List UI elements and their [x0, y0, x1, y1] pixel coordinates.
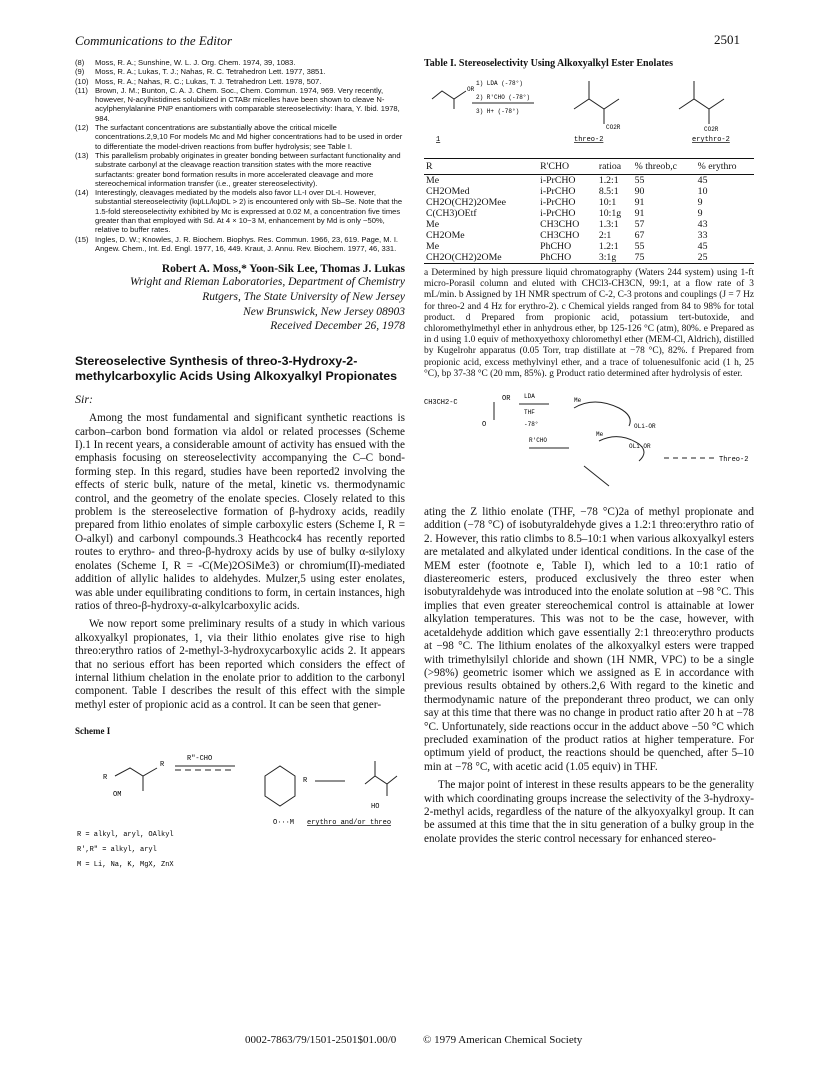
reference-item [75, 86, 405, 123]
threo-2-label: threo-2 [574, 136, 604, 144]
svg-text:O: O [482, 421, 487, 430]
table-header-row [424, 159, 754, 175]
scheme-label: Scheme I [75, 726, 111, 737]
footer-code: 0002-7863/79/1501-2501$01.00/0 [245, 1034, 397, 1046]
stereoselectivity-table [424, 158, 754, 264]
reference-number: (15) [75, 234, 89, 244]
body-paragraph: The major point of interest in these results appears to be the generality with which coordinating groups increase the selectivity of the 3-hydroxy-2-methyl acids, regardless of the nature of the alkyoxyalkyl group. It can be assumed at this time that the in situ generation of a bulky group in the enolate provides the steric control necessary for enhanced stereo- [424, 779, 754, 845]
table-cell: 1.3:1 [598, 219, 619, 230]
table-row [424, 252, 754, 264]
svg-text:CO2R: CO2R [704, 126, 719, 133]
svg-text:Me: Me [596, 431, 604, 439]
erythro-2-label: erythro-2 [692, 136, 730, 144]
reference-item [75, 67, 405, 76]
table-1-scheme [424, 69, 754, 149]
table-cell: 10:1g [598, 208, 622, 219]
table-row [424, 197, 754, 208]
enolate-structure [115, 768, 157, 776]
table-cell: CH2O(CH2)2OMee [426, 197, 506, 208]
svg-text:CO2R: CO2R [606, 124, 621, 131]
table-cell: 10:1 [598, 197, 617, 208]
reference-text: Moss, R. A.; Sunshine, W. L. J. Org. Chem. 1974, 39, 1083. [95, 58, 296, 67]
scheme-step-label: 2) R'CHO (-78°) [476, 94, 531, 101]
scheme-step-label: 3) H+ (-78°) [476, 108, 520, 115]
reference-text: Brown, J. M.; Bunton, C. A. J. Chem. Soc., Chem. Commun. 1974, 969. Very recently, however, N-acylhistidines solubilized in CTABr micelles have been shown to cleave N-acylphenylalanine PNP enantiomers with comparable stereoselectivity: Ihara, Y. Ibid. 1978, 984. [95, 85, 400, 123]
table-cell: 9 [697, 197, 703, 208]
scheme-1-figure [75, 736, 405, 871]
table-body [424, 175, 754, 264]
scheme-product-label: erythro and/or threo [307, 819, 392, 828]
reference-text: This parallelism probably originates in greater bonding between surfactant functionality and substrate carbonyl at the cleavage reaction transition states with the more reactive surfactants: greater bond formation results in more accelerated cleavage and more stereochemical information transfer (i.e., greater stereoselectivity). [95, 150, 401, 188]
table-cell: 3:1g [597, 252, 633, 264]
table-cell: 67 [634, 230, 645, 241]
reference-number: (13) [75, 150, 89, 160]
page-number: 2501 [714, 32, 740, 47]
table-cell: 33 [697, 230, 708, 241]
reference-item [75, 77, 405, 86]
left-column [75, 58, 405, 876]
reference-item [75, 58, 405, 67]
table-cell: Me [426, 175, 440, 186]
ester-start-label: CH3CH2-C [424, 399, 458, 408]
table-cell: CH2O(CH2)2OMe [424, 252, 538, 264]
svg-text:Me: Me [574, 397, 582, 405]
product-label: Threo-2 [719, 456, 749, 465]
table-cell: 91 [634, 208, 645, 219]
article-title: Stereoselective Synthesis of threo-3-Hydroxy-2-methylcarboxylic Acids Using Alkoxyalkyl Propionates [75, 354, 398, 384]
column-header: ratioa [597, 159, 633, 175]
reference-text: Interestingly, cleavages mediated by the models also favor LL-I over DL-I. However, substantial stereoselectivity (kψLL/kψDL > 2) is encountered only with Sb–Se. Note that the 1.5-fold stereoselectivity exhibited by Mc is expressed at 0.02 M, a concentration five times greater than that employed with Sd. At 4 × 10−3 M, enhancement by Md is only ~50%, relative to buffer rates. [95, 188, 403, 235]
authors: Robert A. Moss,* Yoon-Sik Lee, Thomas J. Lukas [161, 263, 405, 276]
svg-text:HO: HO [371, 803, 380, 812]
table-cell: 75 [633, 252, 696, 264]
reagent-label: R'CHO [529, 437, 548, 445]
column-header: % threob,c [633, 159, 696, 175]
reference-text: Ingles, D. W.; Knowles, J. R. Biochem. Biophys. Res. Commun. 1966, 23, 619. Page, M. I. Angew. Chem., Int. Ed. Engl. 1977, 16, 449. Kraut, J. Annu. Rev. Biochem. 1977, 46, 331. [95, 234, 399, 253]
reagent-label: THF [524, 409, 535, 417]
table-cell: CH2OMe [426, 230, 465, 241]
table-cell: i-PrCHO [540, 197, 576, 208]
received-date: Received December 26, 1978 [270, 320, 405, 333]
body-paragraph: Among the most fundamental and significant synthetic reactions is carbon–carbon bond formation via aldol or related processes (Scheme I).1 In recent years, a considerable amount of activity has ensued with the emphasis focusing on stereoselectivity accompanying the C–C bond-forming step. In this regard, studies have been reported2 involving the effects of steric bulk, nature of the metal, kinetic vs. thermodynamic control, and the geometry of the enolate species. Closely related to this problem is the stereoselective formation of β-hydroxy acids, readily prepared from lithio enolates of simple carboxylic esters (Scheme I, R = O-alkyl) and carbonyl compounds.3 Heathcock4 has recently reported routes to erythro- and threo-β-hydroxy acids by use of bulky α-silyloxy enolates (Scheme I, R = -C(Me)2OSiMe3) or chromium(II)-mediated addition of allylic halides to aldehydes. Mulzer,5 using ester enolates, was able under equilibrating conditions to form, in certain instances, high ratios of threo-β-hydroxy-α-alkylcarboxylic acids. [75, 412, 405, 612]
reference-item [75, 235, 405, 254]
svg-text:O···M: O···M [273, 819, 295, 828]
table-cell: 8.5:1 [598, 186, 619, 197]
affiliation [75, 275, 405, 320]
scheme-legend-line: R = alkyl, aryl, OAlkyl [77, 831, 174, 840]
column-header: % erythro [696, 159, 754, 175]
scheme-reagent-label: R"-CHO [187, 755, 213, 764]
table-cell: 55 [634, 241, 645, 252]
table-cell: 43 [697, 219, 708, 230]
table-cell: PhCHO [540, 241, 572, 252]
table-row [424, 208, 754, 219]
table-cell: 10 [697, 186, 708, 197]
reference-item [75, 188, 405, 234]
reference-number: (9) [75, 67, 85, 77]
scheme-legend-line: M = Li, Na, K, MgX, ZnX [77, 861, 174, 870]
table-footnotes: a Determined by high pressure liquid chromatography (Waters 244 system) using 1-ft micro-Porasil column and eluted with CHCl3-CH3CN, 99:1, at a flow rate of 3 mL/min. b Assigned by 1H NMR spectrum of C-2, C-3 protons and couplings (J = 7 Hz for threo-2 and 4 Hz for erythro-2). c Chemical yields ranged from 84 to 98% for total product. d Prepared from propionic acid, potassium tert-butoxide, and chloromethylmethyl ether in anhydrous ether, bp 125-126 °C (atm), 80%. e Prepared as in d using 1.0 equiv of methoxyethoxy chloromethyl ether (MEM-Cl, Aldrich), distilled by Kugelrohr apparatus (0.05 Torr, trap distillate at −78 °C), 82%. f Prepared from propionic acid, excess methylvinyl ether, and a trace of toluenesulfonic acid (1 h, 25 °C), bp 37-38 °C (20 mm, 85%). g Product ratio determined after hydrolysis of ester. [424, 268, 754, 379]
enolate-scheme-figure [424, 386, 754, 496]
reference-text: The surfactant concentrations are substantially above the critical micelle concentrations.2,9,10 For models Mc and Md higher concentrations had to be used in order to differentiate the model-driven reactions from buffer hydrolysis; see Table I. [95, 123, 403, 151]
reference-number: (12) [75, 123, 89, 133]
table-cell: Me [426, 241, 440, 252]
table-row [424, 241, 754, 252]
table-cell: 45 [697, 241, 708, 252]
running-header: Communications to the Editor [75, 33, 233, 48]
column-header: R [424, 159, 538, 175]
scheme-legend-line: R',R" = alkyl, aryl [77, 846, 157, 855]
table-row [424, 219, 754, 230]
column-header: R'CHO [538, 159, 597, 175]
reference-number: (11) [75, 85, 88, 95]
table-cell: i-PrCHO [540, 175, 576, 186]
table-row [424, 186, 754, 197]
reference-number: (10) [75, 76, 89, 86]
table-cell: 1.2:1 [598, 175, 619, 186]
reference-item [75, 123, 405, 151]
table-row [424, 230, 754, 241]
table-cell: 90 [634, 186, 645, 197]
footer-copyright: © 1979 American Chemical Society [423, 1034, 583, 1046]
reference-number: (14) [75, 188, 89, 198]
chelate-ring [265, 766, 295, 806]
affiliation-line: Wright and Rieman Laboratories, Department of Chemistry [129, 276, 405, 289]
right-column [424, 58, 754, 846]
reference-text: Moss, R. A.; Lukas, T. J.; Nahas, R. C. Tetrahedron Lett. 1977, 3851. [95, 67, 326, 77]
table-row [424, 175, 754, 187]
svg-text:OR: OR [502, 395, 511, 404]
table-cell: 2:1 [598, 230, 612, 241]
table-title: Table I. Stereoselectivity Using Alkoxyalkyl Ester Enolates [424, 58, 673, 69]
table-cell: 1.2:1 [598, 241, 619, 252]
table-cell: i-PrCHO [540, 208, 576, 219]
svg-text:R: R [103, 774, 108, 783]
table-cell: CH3CHO [540, 230, 580, 241]
table-cell: 55 [634, 175, 645, 186]
salutation: Sir: [75, 392, 93, 407]
body-paragraph: We now report some preliminary results of a study in which various alkoxyalkyl propionates, 1, via their lithio enolates give rise to high threo:erythro ratios of 2-methyl-3-hydroxycarboxylic acids 2. It appears that no serious effort has been reported which considers the effect of internal lithium chelation in the enolate prior to addition to the carbonyl component. Table I describes the result of this effect with the simple methyl ester of propionic acid as a control. It can be seen that gener- [75, 618, 405, 711]
svg-text:R: R [303, 777, 308, 786]
table-cell: C(CH3)OEtf [426, 208, 477, 219]
svg-text:OR: OR [467, 86, 475, 93]
reagent-label: -78° [524, 421, 539, 429]
table-cell: CH2OMed [426, 186, 470, 197]
table-cell: Me [426, 219, 440, 230]
table-cell: 9 [697, 208, 703, 219]
table-cell: CH3CHO [540, 219, 580, 230]
table-cell: 57 [634, 219, 645, 230]
table-cell: 25 [696, 252, 754, 264]
svg-text:OLi-OR: OLi-OR [629, 443, 651, 451]
reagent-label: LDA [524, 393, 535, 401]
body-paragraph: ating the Z lithio enolate (THF, −78 °C)2a of methyl propionate and addition (−78 °C) of isobutyraldehyde gives a 1.2:1 threo:erythro ratio of 2. However, this ratio climbs to 8.5–10:1 when various alkoxyalkyl esters are metalated and alkylated under identical conditions. In the case of the MEM ester (footnote e, Table I), which led to a 10:1 ratio of diastereomeric esters, produced exclusively the threo ester when isobutyraldehyde was introduced into the enolate solution at −98 °C. This implies that even greater stereochemical control is attainable at lower alkylation temperatures. This was not to be the case, however, with acetaldehyde addition which gave essentially 2:1 threo:erythro products at −98 °C. The lithium enolates of the alkoxyalkyl esters were trapped with trimethylsilyl chloride and shown (1H NMR, VPC) to be a single (>98%) geometric isomer which we assigned as E in accordance with previous results obtained by others.2,6 With regard to the kinetic and thermodynamic nature of the preponderant threo product, we can only say at this time that there was no change in product ratio after 20 h at −78 °C. Unfortunately, side reactions occur in the adduct above −50 °C which precluded examination of the product ratios at higher temperature. For optimum yield of product, the reactions should be quenched, after 5–10 min at −78 °C, with acetic acid (1.05 equiv) in THF. [424, 506, 754, 773]
reference-item [75, 151, 405, 188]
reference-text: Moss, R. A.; Nahas, R. C.; Lukas, T. J. Tetrahedron Lett. 1978, 507. [95, 76, 322, 86]
scheme-om-label: OM [113, 791, 122, 800]
compound-1-label: 1 [436, 136, 441, 144]
reference-number: (8) [75, 58, 85, 67]
scheme-step-label: 1) LDA (-78°) [476, 80, 523, 87]
table-cell: 91 [634, 197, 645, 208]
table-cell: i-PrCHO [540, 186, 576, 197]
table-cell: PhCHO [538, 252, 597, 264]
reference-list [75, 58, 405, 253]
table-cell: 45 [697, 175, 708, 186]
svg-text:OLi-OR: OLi-OR [634, 423, 656, 431]
affiliation-line: New Brunswick, New Jersey 08903 [243, 306, 405, 319]
svg-text:R: R [160, 761, 165, 770]
affiliation-line: Rutgers, The State University of New Jersey [202, 291, 405, 304]
